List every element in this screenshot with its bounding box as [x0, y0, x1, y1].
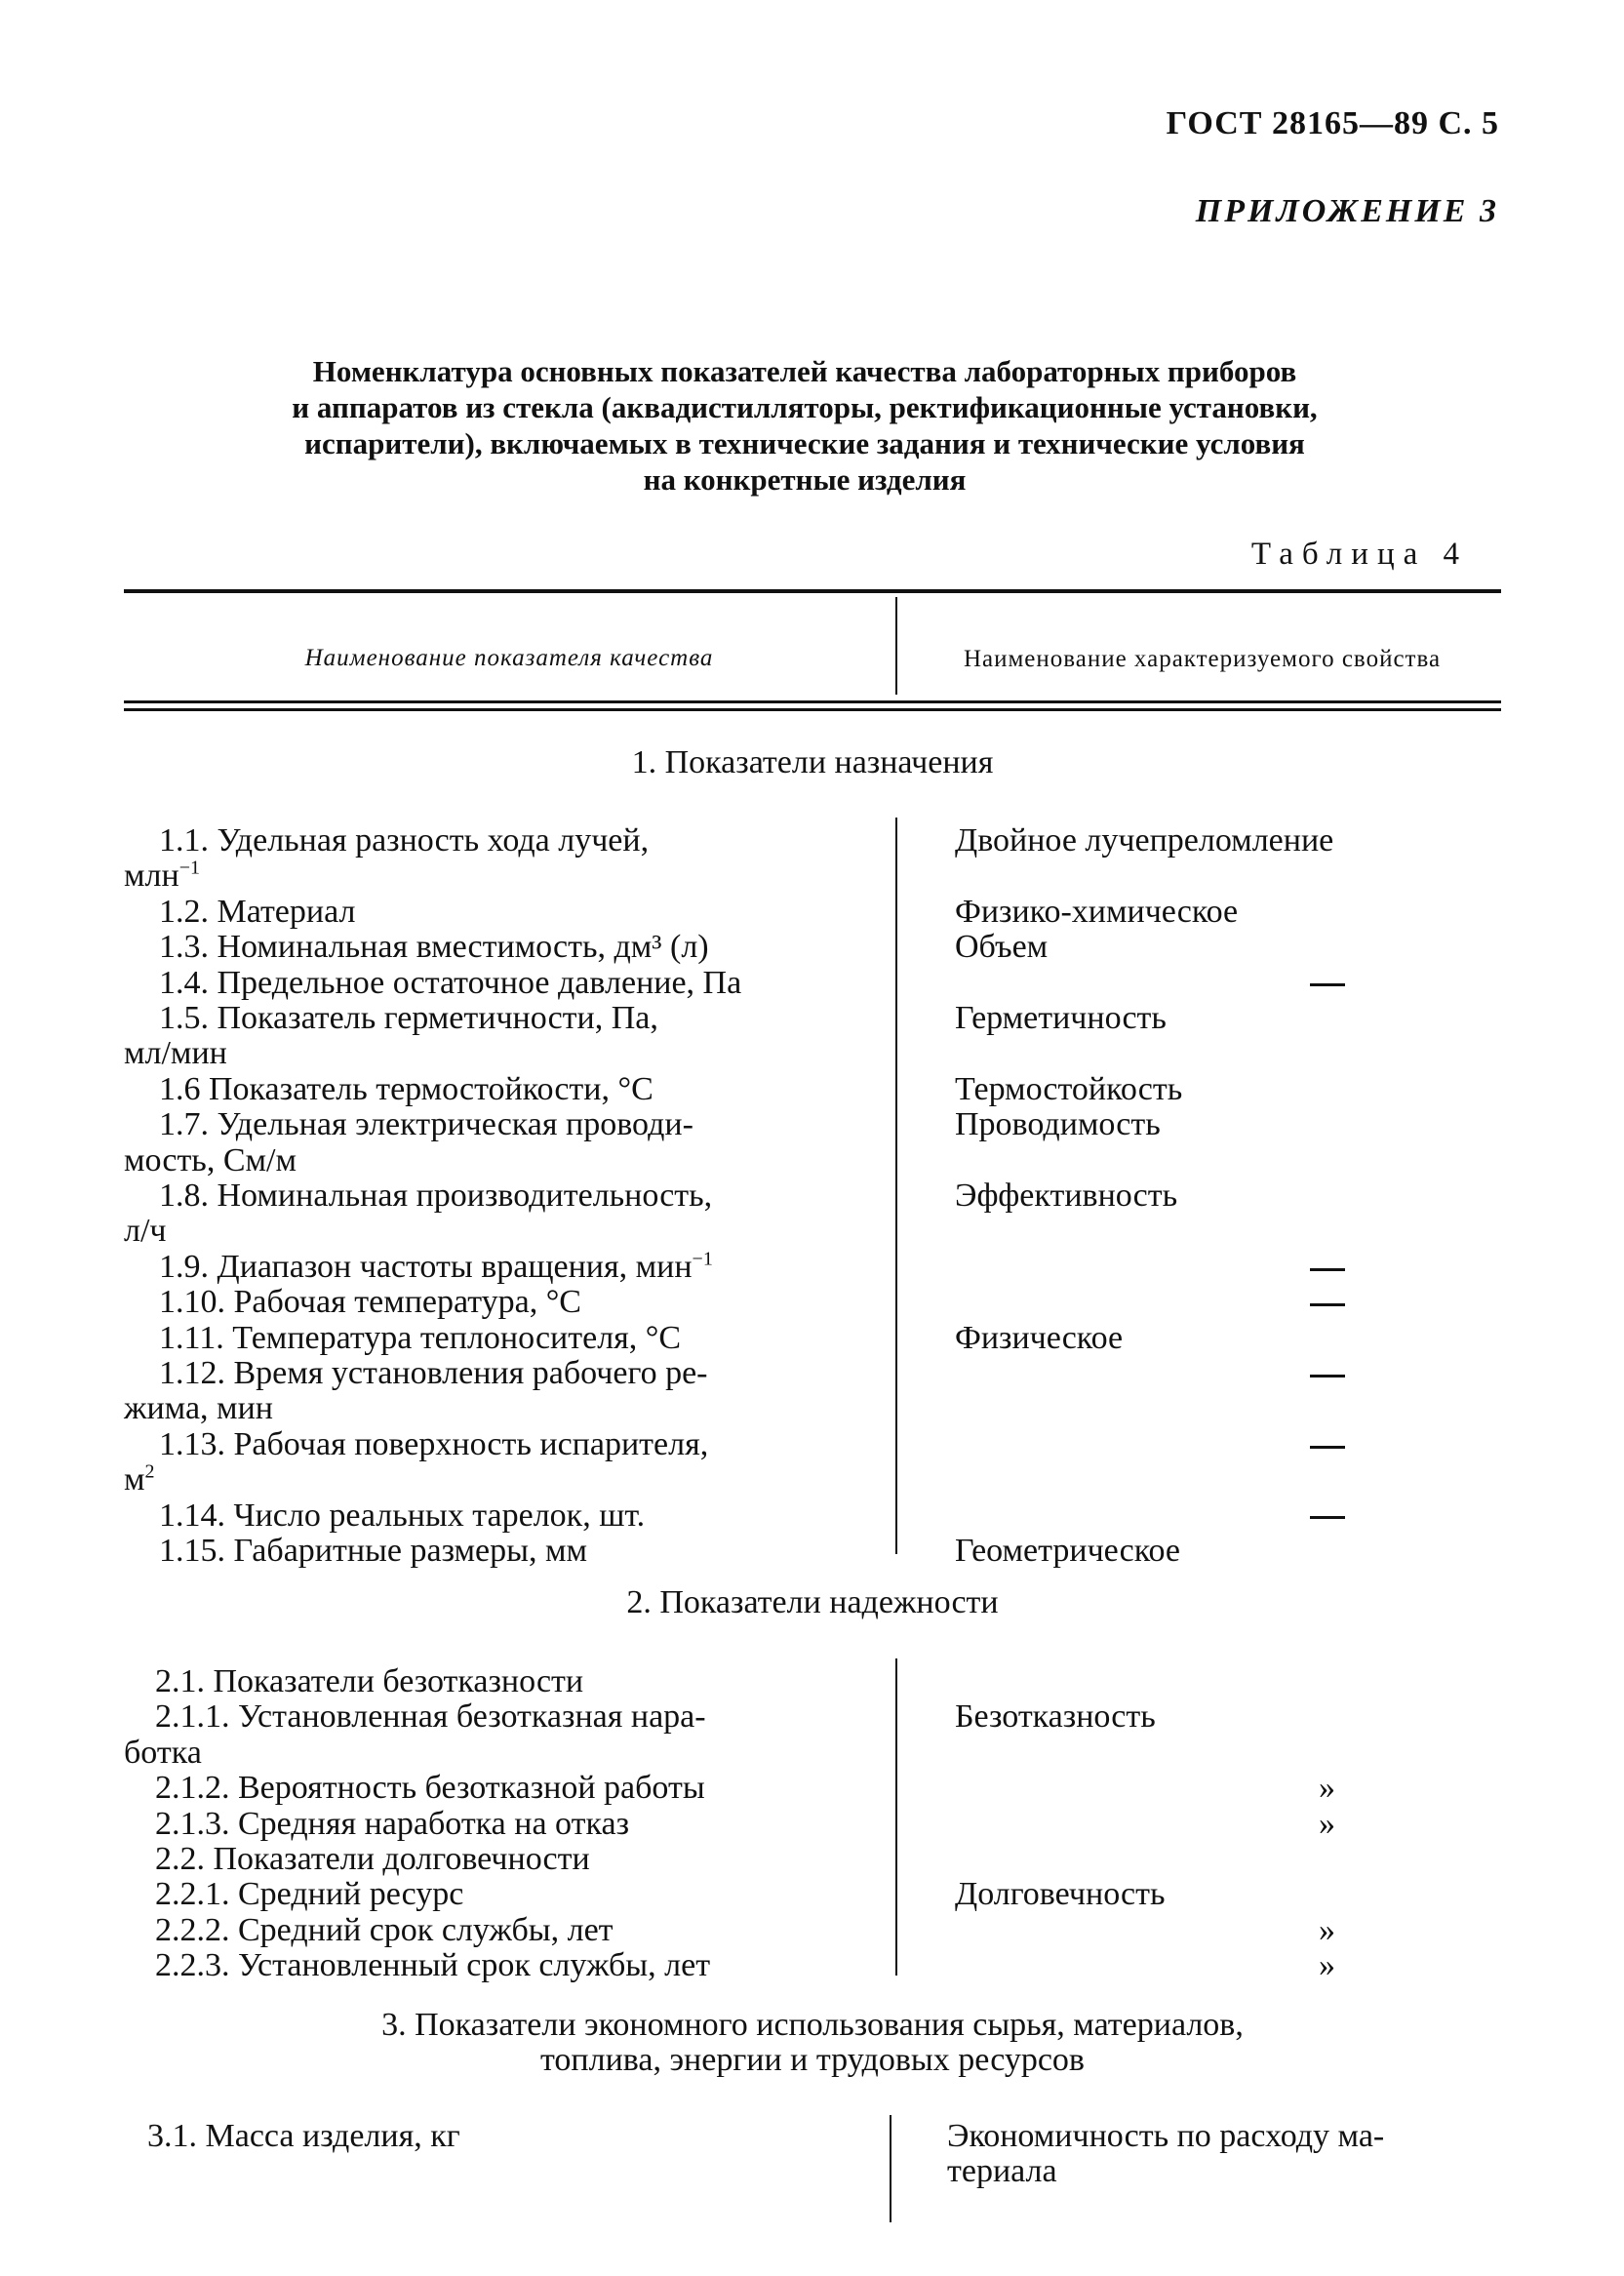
table-row [124, 1072, 1501, 1107]
indicator-cell [124, 1036, 862, 1071]
indicator-cell [124, 1427, 897, 1462]
table-row [124, 1143, 1501, 1178]
unit-superscript: −1 [178, 858, 200, 880]
title-line: испарители), включаемых в технические задания и технические условия [304, 426, 1305, 460]
indicator-text: 2.1. Показатели безотказности [155, 1663, 584, 1699]
table-row [124, 1664, 1501, 1699]
property-cell: Физическое [955, 1319, 1124, 1356]
indicator-text: ботка [124, 1734, 202, 1771]
dash-mark [1310, 983, 1345, 986]
indicator-text: 3.1. Масса изделия, кг [147, 2118, 460, 2154]
indicator-text: 1.8. Номинальная производительность, [159, 1178, 713, 1214]
indicator-text: 1.11. Температура теплоносителя, °С [159, 1319, 682, 1356]
table-row [124, 1178, 1501, 1214]
indicator-text: 1.9. Диапазон частоты вращения, мин [159, 1248, 693, 1285]
property-cell: Термостойкость [955, 1070, 1183, 1107]
table-row [124, 823, 1501, 858]
indicator-cell [124, 1807, 893, 1842]
indicator-cell [124, 1948, 893, 1983]
indicator-text: 2.2.3. Установленный срок службы, лет [155, 1947, 711, 1984]
indicator-text: 1.13. Рабочая поверхность испарителя, [159, 1425, 709, 1462]
property-cell [1310, 1285, 1345, 1320]
indicator-text: 1.12. Время установления рабочего ре- [159, 1355, 708, 1391]
table-row [124, 1001, 1501, 1036]
table-label: Таблица 4 [1250, 537, 1468, 572]
property-cell: » [1319, 1805, 1335, 1842]
indicator-cell [124, 1107, 897, 1142]
property-cell: териала [947, 2153, 1057, 2190]
unit-superscript: −1 [692, 1248, 713, 1270]
indicator-cell [124, 1462, 862, 1497]
indicator-text: 1.15. Габаритные размеры, мм [159, 1533, 587, 1569]
indicator-text: мл/мин [124, 1035, 227, 1072]
indicator-text: 2.2. Показатели долговечности [155, 1841, 590, 1877]
indicator-text: 1.6 Показатель термостойкости, °С [159, 1070, 654, 1107]
unit-superscript: 2 [144, 1460, 155, 1483]
dash-mark [1310, 1446, 1345, 1449]
table-row [124, 1285, 1501, 1320]
property-cell: Эффективность [955, 1178, 1178, 1214]
table-row [124, 2154, 1501, 2189]
indicator-cell [124, 1534, 897, 1569]
indicator-text: 2.1.2. Вероятность безотказной работы [155, 1770, 705, 1807]
indicator-cell [124, 823, 897, 858]
indicator-cell [124, 1664, 893, 1699]
table-row [124, 1842, 1501, 1877]
indicator-cell [124, 1250, 897, 1285]
indicator-cell [124, 1143, 862, 1178]
property-cell: Физико-химическое [955, 893, 1239, 930]
property-cell: Безотказность [955, 1698, 1156, 1736]
section-3-line: топлива, энергии и трудовых ресурсов [540, 2042, 1085, 2078]
table-row [124, 1498, 1501, 1534]
indicator-text: м [124, 1461, 145, 1498]
property-cell [1310, 966, 1345, 1001]
indicator-cell [124, 1285, 897, 1320]
property-cell [1310, 1356, 1345, 1391]
appendix-label: ПРИЛОЖЕНИЕ 3 [1195, 193, 1499, 229]
table-row [124, 1427, 1501, 1462]
indicator-text: 2.2.1. Средний ресурс [155, 1876, 464, 1913]
table-row [124, 930, 1501, 965]
indicator-text: 2.1.3. Средняя наработка на отказ [155, 1805, 629, 1842]
dash-mark [1310, 1268, 1345, 1271]
property-cell: Долговечность [955, 1876, 1166, 1913]
indicator-text: 1.3. Номинальная вместимость, дм³ (л) [159, 929, 709, 966]
indicator-text: 1.1. Удельная разность хода лучей, [159, 822, 650, 858]
indicator-cell [124, 895, 897, 930]
header-bottom-rule [124, 700, 1501, 703]
property-cell: » [1319, 1770, 1335, 1807]
indicator-cell [124, 1321, 897, 1356]
title-line: Номенклатура основных показателей качества лабораторных приборов [312, 354, 1297, 388]
indicator-cell [124, 2119, 886, 2154]
property-cell: Двойное лучепреломление [955, 822, 1334, 858]
dash-mark [1310, 1516, 1345, 1519]
property-cell [1310, 1498, 1345, 1534]
table-row [124, 1948, 1501, 1983]
section-title-2: 2. Показатели надежности [626, 1584, 999, 1620]
indicator-cell [124, 1391, 862, 1426]
property-cell: » [1319, 1911, 1335, 1948]
property-cell [1310, 1250, 1345, 1285]
property-cell: Геометрическое [955, 1533, 1181, 1569]
indicator-cell [124, 1877, 893, 1912]
dash-mark [1310, 1303, 1345, 1306]
property-cell [1310, 1427, 1345, 1462]
indicator-text: 1.5. Показатель герметичности, Па, [159, 1000, 658, 1036]
table-row [124, 2119, 1501, 2154]
document-title [137, 353, 1473, 498]
standard-number: ГОСТ 28165—89 С. 5 [1166, 105, 1499, 141]
indicator-text: 2.1.1. Установленная безотказная нара- [155, 1698, 706, 1736]
table-row [124, 966, 1501, 1001]
table-row [124, 1391, 1501, 1426]
property-cell: Объем [955, 929, 1049, 966]
indicator-text: млн [124, 858, 179, 895]
table-row [124, 1356, 1501, 1391]
indicator-text: л/ч [124, 1213, 167, 1250]
indicator-cell [124, 1498, 897, 1534]
indicator-cell [124, 1356, 897, 1391]
property-cell: Проводимость [955, 1106, 1161, 1143]
indicator-cell [124, 1736, 862, 1771]
table-top-rule [124, 589, 1501, 593]
indicator-cell [124, 1214, 862, 1249]
indicator-cell [124, 1913, 893, 1948]
indicator-text: 1.10. Рабочая температура, °С [159, 1284, 581, 1321]
column-header-property: Наименование характеризуемого свойства [963, 645, 1442, 672]
indicator-cell [124, 1842, 893, 1877]
table-row [124, 1807, 1501, 1842]
section-title-3 [124, 2008, 1501, 2078]
section-title-1: 1. Показатели назначения [631, 744, 994, 780]
table-row [124, 1036, 1501, 1071]
table-row [124, 1699, 1501, 1735]
indicator-text: 2.2.2. Средний срок службы, лет [155, 1911, 614, 1948]
indicator-cell [124, 1699, 893, 1735]
header-bottom-rule-double [124, 708, 1501, 711]
table-row [124, 858, 1501, 894]
indicator-text: 1.4. Предельное остаточное давление, Па [159, 964, 742, 1001]
title-line: на конкретные изделия [643, 462, 967, 497]
table-row [124, 1534, 1501, 1569]
indicator-text: 1.2. Материал [159, 893, 356, 930]
column-divider-3 [890, 2115, 891, 2222]
table-row [124, 1250, 1501, 1285]
indicator-cell [124, 1072, 897, 1107]
property-cell: Экономичность по расходу ма- [947, 2118, 1385, 2154]
property-cell: » [1319, 1947, 1335, 1984]
table-row [124, 1214, 1501, 1249]
table-row [124, 1321, 1501, 1356]
table-row [124, 1462, 1501, 1497]
header-divider [895, 597, 897, 695]
section-3-line: 3. Показатели экономного использования сырья, материалов, [381, 2007, 1244, 2043]
column-divider-1 [895, 818, 897, 1554]
indicator-cell [124, 1178, 897, 1214]
title-line: и аппаратов из стекла (аквадистилляторы, ректификационные установки, [292, 390, 1318, 424]
indicator-cell [124, 966, 897, 1001]
indicator-text: мость, См/м [124, 1141, 297, 1178]
column-header-indicator: Наименование показателя качества [304, 645, 714, 671]
table-row [124, 1107, 1501, 1142]
dash-mark [1310, 1375, 1345, 1378]
table-row [124, 1877, 1501, 1912]
column-divider-2 [895, 1658, 897, 1976]
table-row [124, 1771, 1501, 1806]
indicator-cell [124, 1771, 893, 1806]
indicator-text: 1.14. Число реальных тарелок, шт. [159, 1497, 646, 1534]
indicator-text: жима, мин [124, 1390, 273, 1427]
property-cell: Герметичность [955, 1000, 1167, 1036]
table-row [124, 1736, 1501, 1771]
table-row [124, 895, 1501, 930]
indicator-cell [124, 1001, 897, 1036]
indicator-cell [124, 858, 862, 894]
indicator-cell [124, 930, 897, 965]
indicator-text: 1.7. Удельная электрическая проводи- [159, 1106, 693, 1143]
table-row [124, 1913, 1501, 1948]
